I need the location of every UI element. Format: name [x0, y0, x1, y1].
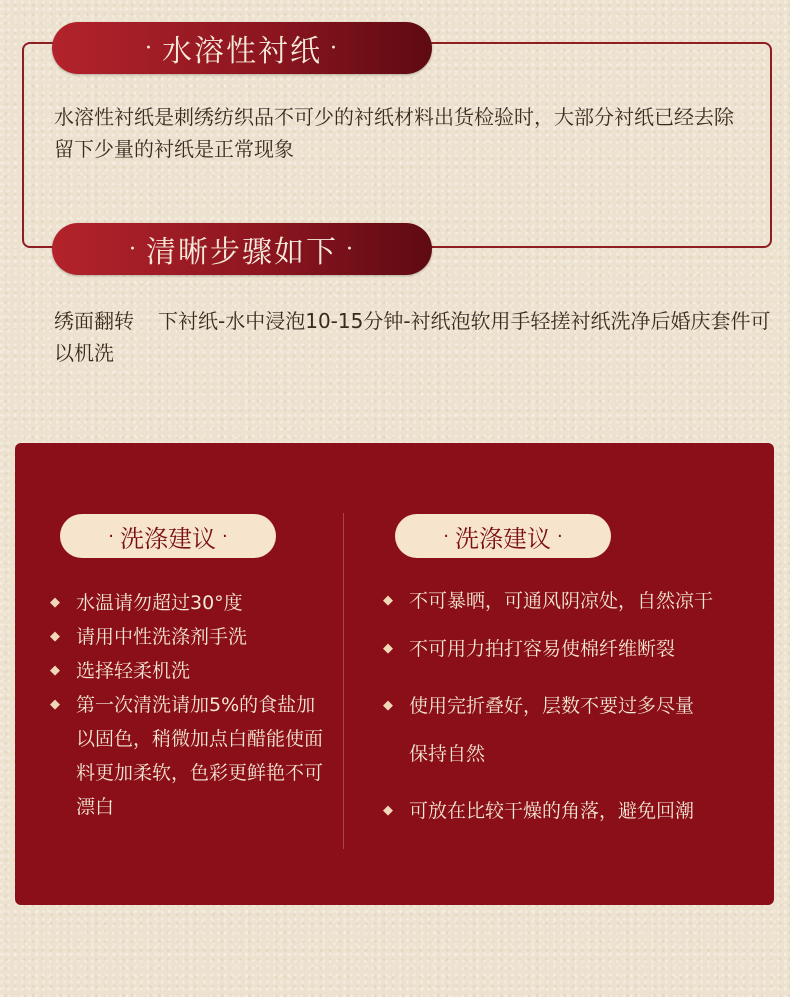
list-item-text: 选择轻柔机洗 — [76, 660, 191, 682]
diamond-bullet-icon: ◆ — [383, 641, 393, 656]
care-title-text: 洗涤建议 — [455, 524, 551, 553]
diamond-bullet-icon: ◆ — [50, 629, 60, 644]
care-list-right — [383, 586, 763, 844]
list-item-text: 水温请勿超过30°度 — [76, 592, 243, 614]
list-item — [383, 586, 763, 616]
care-title-left — [60, 514, 276, 558]
list-item — [50, 688, 330, 824]
title-dot-left: · — [108, 525, 114, 547]
care-list-left — [50, 586, 330, 824]
steps-part-1: 绣面翻转 — [54, 309, 134, 333]
title-dot-right: · — [330, 35, 339, 61]
steps-part-2: 下衬纸-水中浸泡10-15分钟-衬纸泡软用手轻搓衬纸洗净后婚庆套件可以机洗 — [54, 309, 771, 365]
title-dot-right: · — [557, 525, 563, 547]
title-dot-right: · — [222, 525, 228, 547]
intro-paragraph: 水溶性衬纸是刺绣纺织品不可少的衬纸材料出货检验时，大部分衬纸已经去除留下少量的衬纸是正常现象 — [54, 105, 734, 161]
list-item — [383, 682, 709, 778]
diamond-bullet-icon: ◆ — [383, 803, 393, 818]
list-item-text: 不可暴晒，可通风阴凉处，自然凉干 — [409, 590, 714, 612]
diamond-bullet-icon: ◆ — [50, 697, 60, 712]
column-divider — [343, 513, 344, 849]
list-item-text: 使用完折叠好，层数不要过多尽量保持自然 — [409, 695, 695, 765]
care-title-text: 洗涤建议 — [120, 524, 216, 553]
care-title-right — [395, 514, 611, 558]
title-dot-left: · — [145, 35, 154, 61]
list-item — [50, 654, 330, 688]
list-item-text: 可放在比较干燥的角落，避免回潮 — [409, 800, 695, 822]
section-title-text: 清晰步骤如下 — [146, 235, 338, 270]
diamond-bullet-icon: ◆ — [50, 663, 60, 678]
list-item — [383, 634, 763, 664]
diamond-bullet-icon: ◆ — [383, 698, 393, 713]
section-title-water-soluble-paper — [52, 22, 432, 74]
section-title-steps — [52, 223, 432, 275]
list-item — [383, 796, 763, 826]
title-dot-left: · — [129, 236, 138, 262]
list-item-text: 第一次清洗请加5%的食盐加以固色，稍微加点白醋能使面料更加柔软，色彩更鲜艳不可漂白 — [76, 694, 324, 818]
title-dot-left: · — [443, 525, 449, 547]
section-title-text: 水溶性衬纸 — [162, 34, 322, 69]
title-dot-right: · — [346, 236, 355, 262]
steps-paragraph — [54, 305, 774, 369]
diamond-bullet-icon: ◆ — [383, 593, 393, 608]
diamond-bullet-icon: ◆ — [50, 595, 60, 610]
list-item — [50, 586, 330, 620]
list-item — [50, 620, 330, 654]
list-item-text: 不可用力拍打容易使棉纤维断裂 — [409, 638, 676, 660]
list-item-text: 请用中性洗涤剂手洗 — [76, 626, 248, 648]
